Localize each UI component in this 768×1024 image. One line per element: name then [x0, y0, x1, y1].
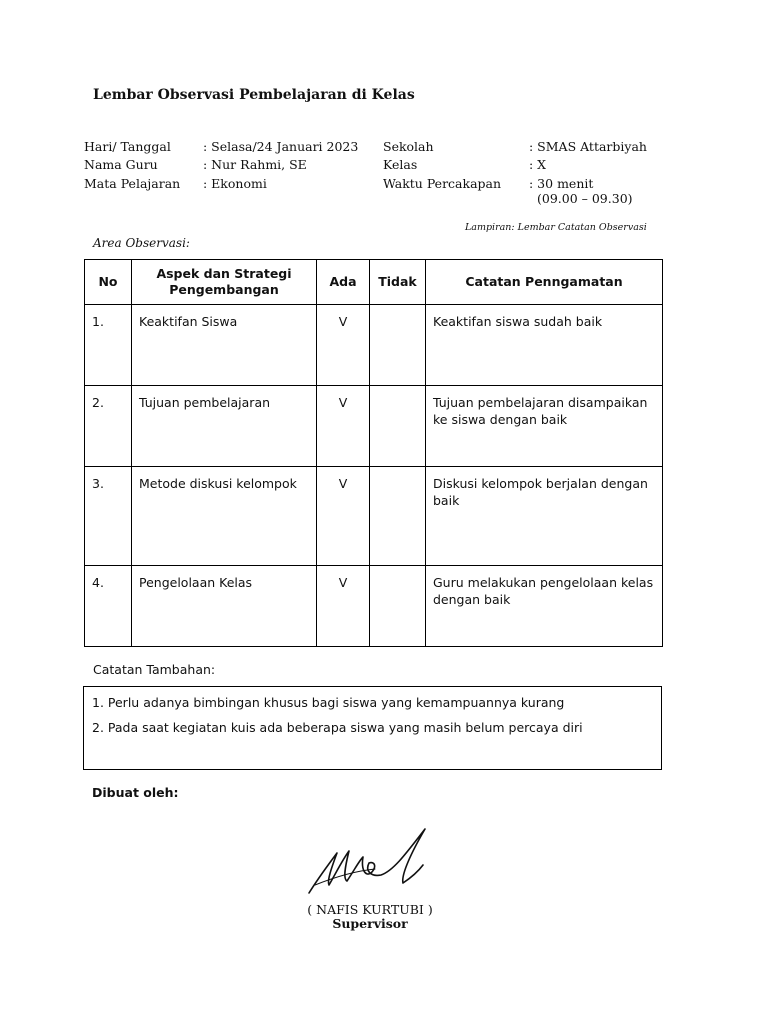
hari-label: Hari/ Tanggal — [84, 139, 171, 154]
row-no: 1. — [85, 305, 132, 386]
header-aspek: Aspek dan Strategi Pengembangan — [132, 260, 317, 305]
table-row — [85, 566, 663, 647]
waktu-label: Waktu Percakapan — [383, 176, 502, 191]
note-item: 1. Perlu adanya bimbingan khusus bagi siswa yang kemampuannya kurang — [92, 695, 565, 710]
mapel-label: Mata Pelajaran — [84, 176, 181, 191]
row-ada: V — [317, 386, 370, 467]
table-row — [85, 305, 663, 386]
sekolah-value: : SMAS Attarbiyah — [529, 139, 647, 154]
document-title: Lembar Observasi Pembelajaran di Kelas — [93, 87, 415, 103]
header-no: No — [85, 260, 132, 305]
sekolah-label: Sekolah — [383, 139, 434, 154]
signature-image — [305, 825, 435, 900]
row-aspek: Tujuan pembelajaran — [132, 386, 317, 467]
row-catatan: Diskusi kelompok berjalan dengan baik — [426, 467, 663, 566]
kelas-value: : X — [529, 157, 547, 172]
dibuat-oleh-label: Dibuat oleh: — [92, 785, 179, 800]
area-observasi-label: Area Observasi: — [93, 236, 190, 250]
table-row — [85, 386, 663, 467]
row-no: 4. — [85, 566, 132, 647]
header-catatan: Catatan Penngamatan — [426, 260, 663, 305]
row-ada: V — [317, 467, 370, 566]
waktu-value: : 30 menit — [529, 176, 594, 191]
row-ada: V — [317, 566, 370, 647]
row-aspek: Keaktifan Siswa — [132, 305, 317, 386]
table-header-row — [85, 260, 663, 305]
hari-value: : Selasa/24 Januari 2023 — [203, 139, 359, 154]
row-no: 2. — [85, 386, 132, 467]
observation-table — [84, 259, 663, 647]
note-item: 2. Pada saat kegiatan kuis ada beberapa siswa yang masih belum percaya diri — [92, 720, 583, 735]
signer-name: ( NAFIS KURTUBI ) — [307, 902, 433, 917]
catatan-tambahan-label: Catatan Tambahan: — [93, 662, 216, 677]
waktu-range: (09.00 – 09.30) — [537, 191, 633, 206]
signer-role: Supervisor — [332, 916, 408, 931]
catatan-tambahan-box — [83, 686, 662, 770]
lampiran-note: Lampiran: Lembar Catatan Observasi — [465, 222, 647, 233]
table-row — [85, 467, 663, 566]
header-tidak: Tidak — [370, 260, 426, 305]
row-aspek: Pengelolaan Kelas — [132, 566, 317, 647]
guru-label: Nama Guru — [84, 157, 158, 172]
header-ada: Ada — [317, 260, 370, 305]
row-no: 3. — [85, 467, 132, 566]
row-tidak — [370, 386, 426, 467]
row-catatan: Guru melakukan pengelolaan kelas dengan baik — [426, 566, 663, 647]
row-ada: V — [317, 305, 370, 386]
row-tidak — [370, 305, 426, 386]
row-aspek: Metode diskusi kelompok — [132, 467, 317, 566]
mapel-value: : Ekonomi — [203, 176, 267, 191]
row-catatan: Keaktifan siswa sudah baik — [426, 305, 663, 386]
guru-value: : Nur Rahmi, SE — [203, 157, 307, 172]
row-tidak — [370, 566, 426, 647]
row-catatan: Tujuan pembelajaran disampaikan ke siswa dengan baik — [426, 386, 663, 467]
row-tidak — [370, 467, 426, 566]
kelas-label: Kelas — [383, 157, 418, 172]
